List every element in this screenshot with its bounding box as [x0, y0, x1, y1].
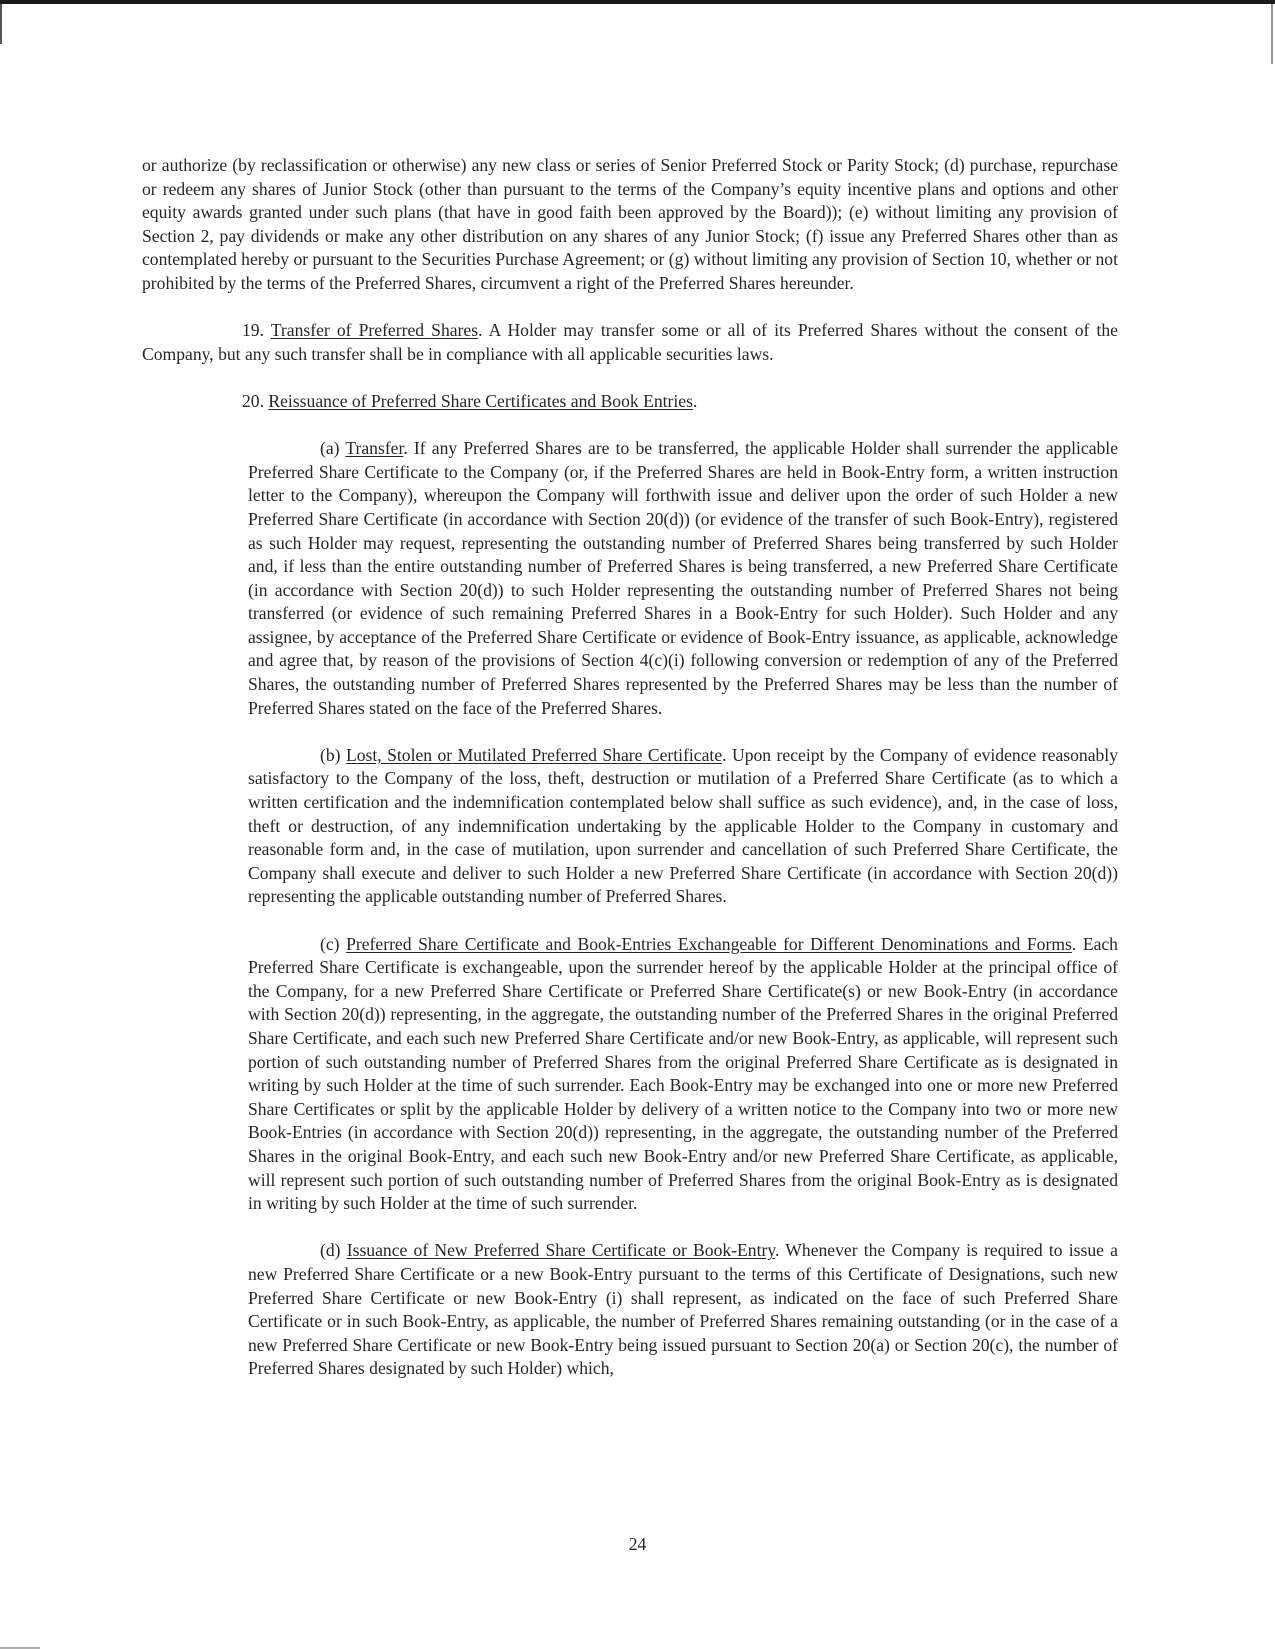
- subsection-20c-label: (c): [320, 933, 347, 954]
- scan-right-edge: [1271, 4, 1273, 64]
- document-page: [142, 154, 1118, 1381]
- section-20-heading: [142, 390, 1118, 414]
- section-20-number: 20.: [242, 390, 269, 411]
- section-20-title: Reissuance of Preferred Share Certificates and Book Entries: [268, 390, 693, 411]
- section-19: [142, 319, 1118, 366]
- subsection-20d: [248, 1239, 1118, 1381]
- section-20-title-end: .: [692, 390, 698, 411]
- subsection-20b-body: . Upon receipt by the Company of evidence reasonably satisfactory to the Company of the loss, theft, destruction or mutilation of a Preferred Share Certificate (as to which a written certification and the indemnification contemplated below shall suffice as such evidence), and, in the case of loss, theft or destruction, of any indemnification undertaking by the applicable Holder to the Company in customary and reasonable form and, in the case of mutilation, upon surrender and cancellation of such Preferred Share Certificate, the Company shall execute and deliver to such Holder a new Preferred Share Certificate (in accordance with Section 20(d)) representing the applicable outstanding number of Preferred Shares.: [248, 744, 1118, 907]
- subsection-20b-label: (b): [320, 744, 346, 765]
- subsection-20a: [248, 437, 1118, 720]
- subsection-20b: [248, 744, 1118, 909]
- subsection-20c-body: . Each Preferred Share Certificate is exchangeable, upon the surrender hereof by the applicable Holder at the principal office of the Company, for a new Preferred Share Certificate or Preferred Share Certificate(s) or new Book-Entry (in accordance with Section 20(d)) representing, in the aggregate, the outstanding number of the Preferred Shares in the original Preferred Share Certificate, and each such new Preferred Share Certificate and/or new Book-Entry, as applicable, will represent such portion of such outstanding number of Preferred Shares from the original Preferred Share Certificate as is designated in writing by such Holder at the time of such surrender. Each Book-Entry may be exchanged into one or more new Preferred Share Certificates or split by the applicable Holder by delivery of a written notice to the Company into two or more new Book-Entries (in accordance with Section 20(d)) representing, in the aggregate, the outstanding number of the Preferred Shares in the original Book-Entry, and each such new Book-Entry and/or new Preferred Share Certificate, as applicable, will represent such portion of such outstanding number of Preferred Shares from the original Book-Entry as is designated in writing by such Holder at the time of such surrender.: [248, 933, 1118, 1214]
- section-19-body: . A Holder may transfer some or all of its Preferred Shares without the consent of the Company, but any such transfer shall be in compliance with all applicable securities laws.: [142, 320, 1118, 364]
- section-19-number: 19.: [242, 320, 271, 341]
- subsection-20c: [248, 933, 1118, 1216]
- subsection-20a-title: Transfer: [345, 438, 404, 459]
- intro-paragraph: or authorize (by reclassification or otherwise) any new class or series of Senior Preferred Stock or Parity Stock; (d) purchase, repurchase or redeem any shares of Junior Stock (other than pursuant to the terms of the Company’s equity incentive plans and options and other equity awards granted under such plans (that have in good faith been approved by the Board)); (e) without limiting any provision of Section 2, pay dividends or make any other distribution on any shares of any Junior Stock; (f) issue any Preferred Shares other than as contemplated hereby or pursuant to the Securities Purchase Agreement; or (g) without limiting any provision of Section 10, whether or not prohibited by the terms of the Preferred Shares, circumvent a right of the Preferred Shares hereunder.: [142, 155, 1118, 293]
- subsection-20a-body: . If any Preferred Shares are to be transferred, the applicable Holder shall surrender the applicable Preferred Share Certificate to the Company (or, if the Preferred Shares are held in Book-Entry form, a written instruction letter to the Company), whereupon the Company will forthwith issue and deliver upon the order of such Holder a new Preferred Share Certificate (in accordance with Section 20(d)) (or evidence of the transfer of such Book-Entry), registered as such Holder may request, representing the outstanding number of Preferred Shares being transferred by such Holder and, if less than the entire outstanding number of Preferred Shares is being transferred, a new Preferred Share Certificate (in accordance with Section 20(d)) to such Holder representing the outstanding number of Preferred Shares not being transferred (or evidence of such remaining Preferred Shares in a Book-Entry for such Holder). Such Holder and any assignee, by acceptance of the Preferred Share Certificate or evidence of Book-Entry issuance, as applicable, acknowledge and agree that, by reason of the provisions of Section 4(c)(i) following conversion or redemption of any of the Preferred Shares, the outstanding number of Preferred Shares represented by the Preferred Shares may be less than the number of Preferred Shares stated on the face of the Preferred Shares.: [248, 438, 1118, 718]
- subsection-20d-title: Issuance of New Preferred Share Certificate or Book-Entry: [346, 1240, 775, 1261]
- scan-bottom-mark: [0, 1647, 40, 1649]
- subsection-20d-body: . Whenever the Company is required to issue a new Preferred Share Certificate or a new Book-Entry pursuant to the terms of this Certificate of Designations, such new Preferred Share Certificate or new Book-Entry (i) shall represent, as indicated on the face of such Preferred Share Certificate or in such Book-Entry, as applicable, the number of Preferred Shares remaining outstanding (or in the case of a new Preferred Share Certificate or new Book-Entry being issued pursuant to Section 20(a) or Section 20(c), the number of Preferred Shares designated by such Holder) which,: [248, 1240, 1118, 1379]
- subsection-20a-label: (a): [320, 438, 346, 459]
- subsection-20c-title: Preferred Share Certificate and Book-Entries Exchangeable for Different Denominations and Forms: [346, 933, 1072, 954]
- section-19-title: Transfer of Preferred Shares: [270, 320, 479, 341]
- scan-top-border: [0, 0, 1275, 4]
- scan-left-edge: [0, 4, 2, 44]
- page-number: 24: [628, 1534, 647, 1554]
- subsection-20b-title: Lost, Stolen or Mutilated Preferred Share Certificate: [345, 744, 723, 765]
- subsection-20d-label: (d): [320, 1240, 347, 1261]
